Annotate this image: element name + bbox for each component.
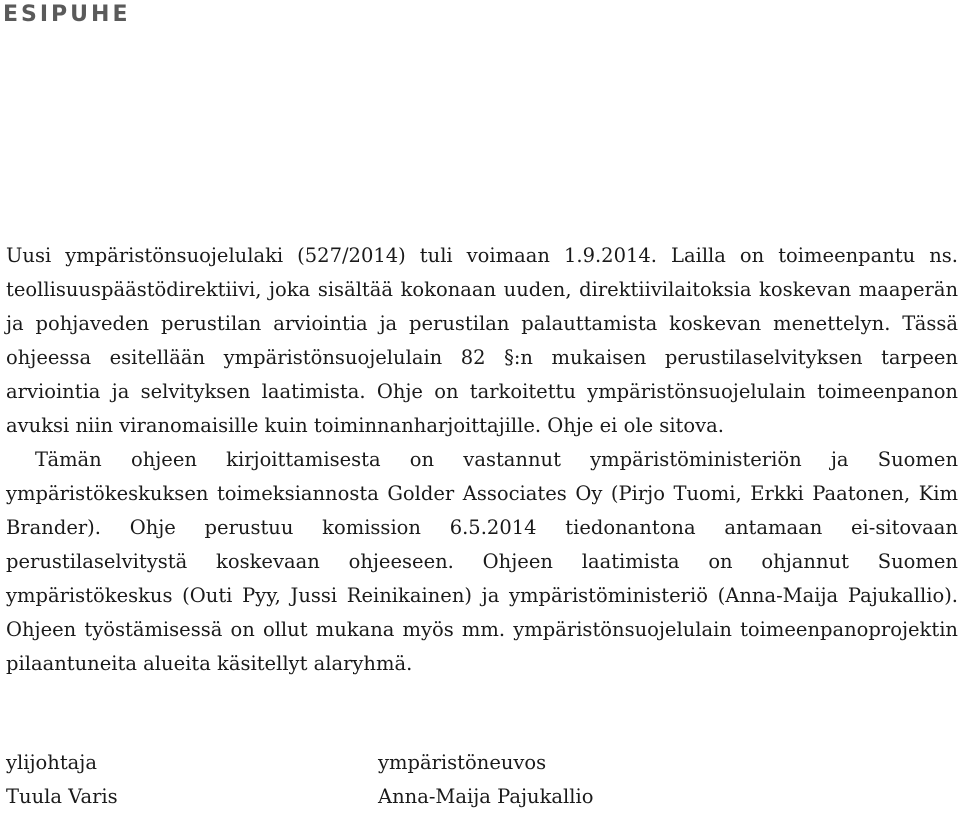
paragraph-intro: Uusi ympäristönsuojelulaki (527/2014) tuli voimaan 1.9.2014. Lailla on toimeenpantu ns. teollisuuspäästödirektiivi, joka sisältää kokonaan uuden, direktiivilaitoksia koskevan maaperän ja pohjaveden perustilan arviointia ja perustilan palauttamista koskevan menettelyn. Tässä ohjeessa esitellään ympäristönsuojelulain 82 §:n mukaisen perustilaselvityksen tarpeen arviointia ja selvityksen laatimista. Ohje on tarkoitettu ympäristönsuojelulain toimeenpanon avuksi niin viranomaisille kuin toiminnanharjoittajille. Ohje ei ole sitova.	[6, 244, 958, 437]
signature-title: ympäristöneuvos	[378, 751, 547, 774]
signature-left	[6, 746, 118, 814]
body-text	[6, 239, 958, 681]
page-heading: ESIPUHE	[3, 2, 131, 27]
signature-right	[378, 746, 593, 814]
signature-title: ylijohtaja	[6, 751, 97, 774]
paragraph-authors: Tämän ohjeen kirjoittamisesta on vastannut ympäristöministeriön ja Suomen ympäristökeskuksen toimeksiannosta Golder Associates Oy (Pirjo Tuomi, Erkki Paatonen, Kim Brander). Ohje perustuu komission 6.5.2014 tiedonantona antamaan ei-sitovaan perustilaselvitystä koskevaan ohjeeseen. Ohjeen laatimista on ohjannut Suomen ympäristökeskus (Outi Pyy, Jussi Reinikainen) ja ympäristöministeriö (Anna-Maija Pajukallio). Ohjeen työstämisessä on ollut mukana myös mm. ympäristönsuojelulain toimeenpanoprojektin pilaantuneita alueita käsitellyt alaryhmä.	[6, 448, 958, 675]
signature-name: Anna-Maija Pajukallio	[378, 785, 594, 808]
signature-name: Tuula Varis	[6, 785, 118, 808]
